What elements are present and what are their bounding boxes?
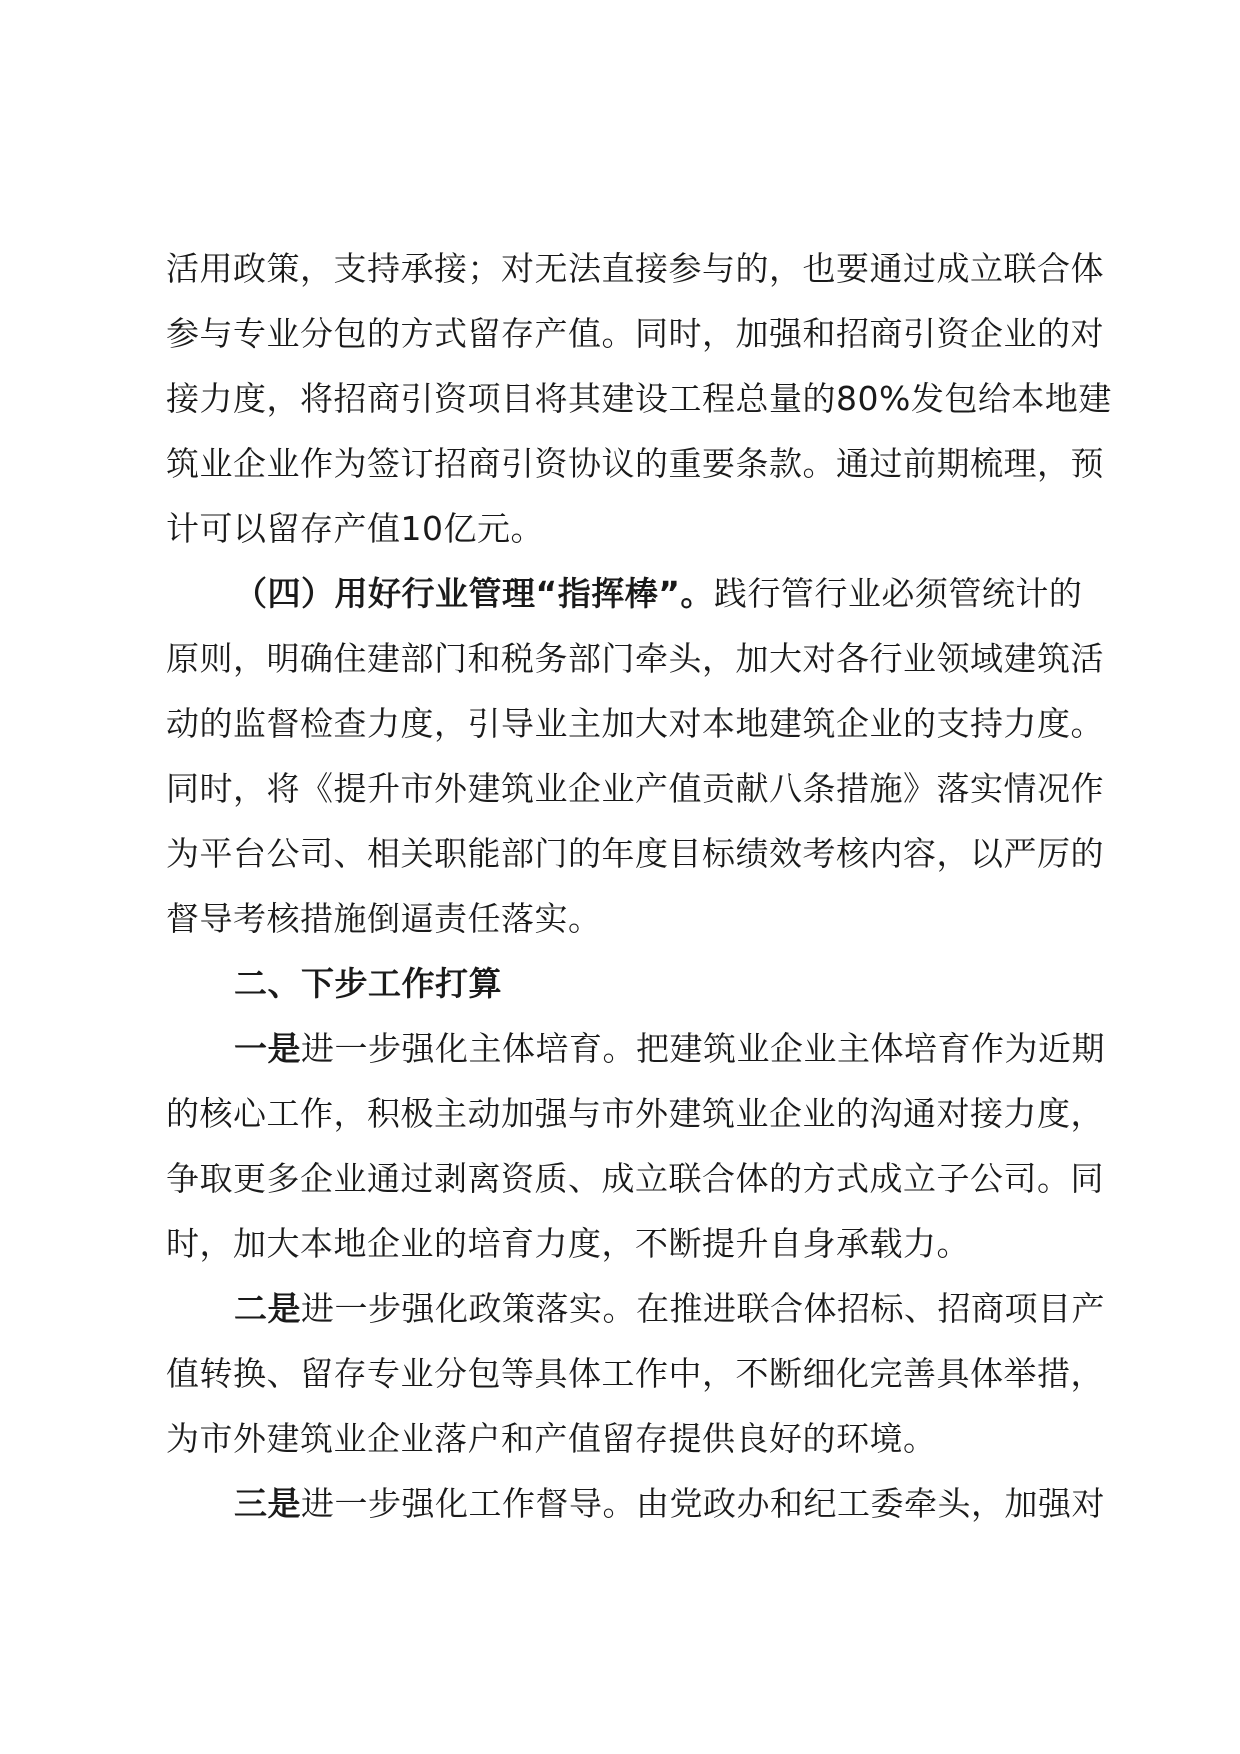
body-line: 计可以留存产值10亿元。 — [166, 509, 544, 548]
body-text: 进一步强化主体培育。把建筑业企业主体培育作为近期 — [301, 1029, 1105, 1068]
body-line: 接力度，将招商引资项目将其建设工程总量的80%发包给本地建 — [166, 379, 1112, 418]
subsection-first-line — [166, 561, 1106, 626]
body-line: 活用政策，支持承接；对无法直接参与的，也要通过成立联合体 — [166, 249, 1104, 288]
body-text: 进一步强化政策落实。在推进联合体招标、招商项目产 — [301, 1289, 1105, 1328]
body-line: 同时，将《提升市外建筑业企业产值贡献八条措施》落实情况作 — [166, 769, 1104, 808]
body-line: 的核心工作，积极主动加强与市外建筑业企业的沟通对接力度， — [166, 1094, 1104, 1133]
body-line: 为市外建筑业企业落户和产值留存提供良好的环境。 — [166, 1419, 937, 1458]
body-text: 进一步强化工作督导。由党政办和纪工委牵头，加强对 — [301, 1484, 1105, 1523]
subsection-heading-four: （四）用好行业管理“指挥棒”。 — [234, 574, 714, 613]
body-text: 践行管行业必须管统计的 — [713, 574, 1083, 613]
item-lead-three: 三是 — [234, 1484, 301, 1523]
item-first-line — [166, 1016, 1106, 1081]
body-line: 筑业企业作为签订招商引资协议的重要条款。通过前期梳理，预 — [166, 444, 1104, 483]
body-line: 动的监督检查力度，引导业主加大对本地建筑企业的支持力度。 — [166, 704, 1104, 743]
body-line: 时，加大本地企业的培育力度，不断提升自身承载力。 — [166, 1224, 970, 1263]
body-line: 参与专业分包的方式留存产值。同时，加强和招商引资企业的对 — [166, 314, 1104, 353]
section-heading: 二、下步工作打算 — [234, 964, 502, 1003]
item-lead-one: 一是 — [234, 1029, 301, 1068]
body-line: 为平台公司、相关职能部门的年度目标绩效考核内容，以严厉的 — [166, 834, 1104, 873]
item-first-line — [166, 1276, 1106, 1341]
body-line: 值转换、留存专业分包等具体工作中，不断细化完善具体举措， — [166, 1354, 1104, 1393]
item-lead-two: 二是 — [234, 1289, 301, 1328]
body-line: 督导考核措施倒逼责任落实。 — [166, 899, 602, 938]
body-line: 原则，明确住建部门和税务部门牵头，加大对各行业领域建筑活 — [166, 639, 1104, 678]
item-first-line — [166, 1471, 1106, 1536]
document-body — [166, 236, 1112, 1536]
body-line: 争取更多企业通过剥离资质、成立联合体的方式成立子公司。同 — [166, 1159, 1104, 1198]
